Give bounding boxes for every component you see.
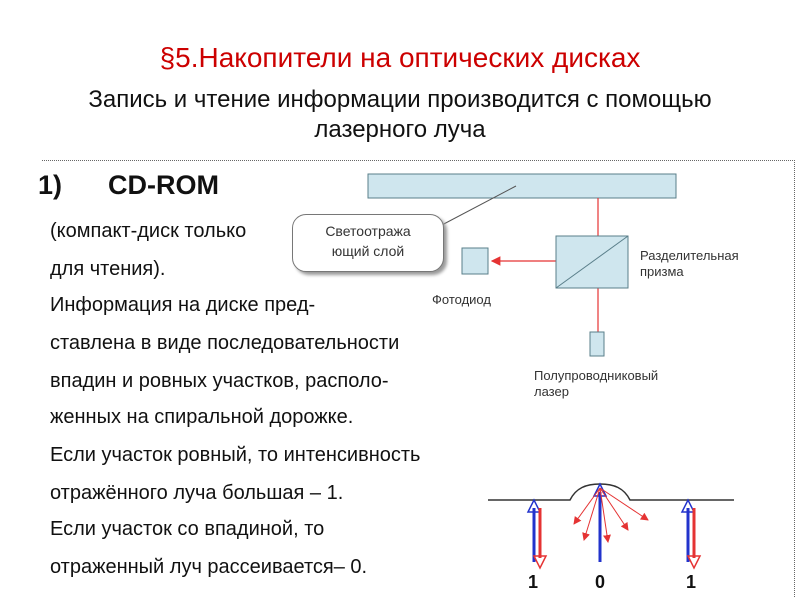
bit-label: 1 [528, 572, 539, 592]
photodiode-box [462, 248, 488, 274]
section-heading: CD-ROM [108, 170, 219, 200]
body-line: ставлена в виде последовательности [50, 332, 400, 354]
laser-label [534, 368, 658, 400]
body-line: Если участок ровный, то интенсивность [50, 444, 421, 466]
bit-label: 0 [595, 572, 606, 592]
scattered-ray [600, 488, 628, 530]
bit-label: 1 [686, 572, 697, 592]
body-line: (компакт-диск только [50, 220, 247, 242]
prism-label [640, 248, 739, 280]
callout-line: ющий слой [331, 243, 405, 259]
reflective-layer-callout [292, 214, 444, 272]
disc-rectangle [368, 174, 676, 198]
body-line: отраженный луч рассеивается– 0. [50, 556, 368, 578]
scattered-ray [574, 488, 600, 524]
laser-label-line: Полупроводниковый [534, 368, 659, 383]
photodiode-label: Фотодиод [432, 292, 491, 307]
body-line: Информация на диске пред- [50, 294, 316, 316]
body-line: женных на спиральной дорожке. [50, 406, 354, 428]
scattered-ray [584, 488, 600, 540]
laser-box [590, 332, 604, 356]
surface-profile [488, 484, 734, 500]
body-line: Если участок со впадиной, то [50, 518, 325, 540]
page-title: §5.Накопители на оптических дисках [159, 42, 641, 73]
laser-label-line: лазер [534, 384, 569, 399]
prism-label-line: Разделительная [640, 248, 739, 263]
prism-label-line: призма [640, 264, 684, 279]
body-line: впадин и ровных участков, располо- [50, 370, 389, 392]
section-number: 1) [38, 170, 63, 200]
page-subtitle: Запись и чтение информации производится с помощью лазерного луча [88, 86, 712, 143]
callout-line: Светоотража [325, 223, 411, 239]
body-line: для чтения). [50, 258, 166, 280]
body-line: отражённого луча большая – 1. [50, 482, 344, 504]
